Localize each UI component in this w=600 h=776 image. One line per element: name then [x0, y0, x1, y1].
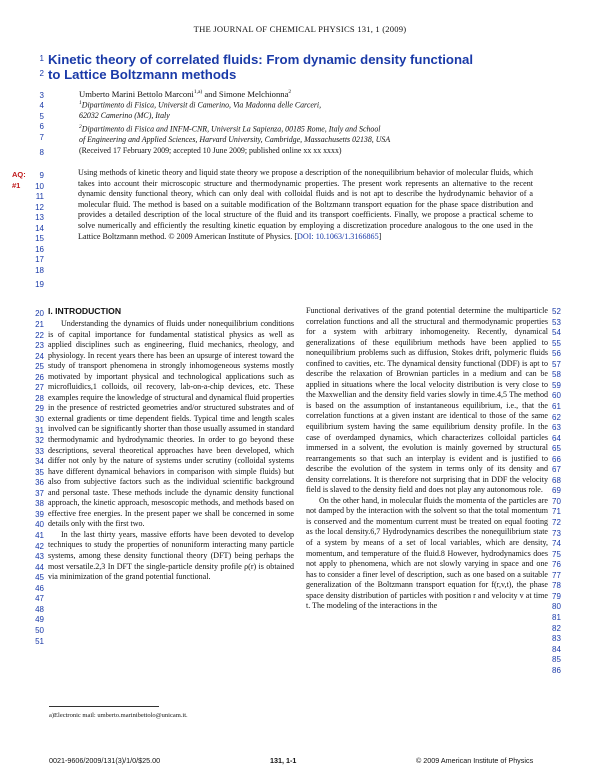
- footnote-rule: [49, 706, 159, 707]
- line-number: 28: [35, 393, 44, 403]
- line-number: 61: [552, 401, 561, 411]
- line-number: 21: [35, 320, 44, 329]
- line-number: 3: [39, 91, 44, 100]
- line-number: 76: [552, 560, 561, 570]
- left-paragraph-1: Understanding the dynamics of fluids under nonequilibrium conditions is of capital importance for fundamental statistical physics as well as applied disciplines such as engineering, fluid mechanics, rheology, and physiology. In recent years there has been an upsurge of interest toward the study of transport phenomena in strongly inhomogeneous systems mostly motivated by important physical and technological applications such as microfluidics,1 colloids, oil recovery, lab-on-a-chip devices, etc. These examples require the knowledge of structural and dynamical fluid properties in the presence of restricted geometries and/or structured substrates and of external gradients or time dependent fields. Typical time and length scales involved can be significantly shorter than those usually assumed in standard thermodynamic and hydrodynamic theories. In order to go beyond these descriptions, several theoretical approaches have been developed, which differ not only by the nature of systems under scrutiny (colloidal systems have different dynamical behaviors in comparison with simple fluids) but also from subjective factors such as the individual scientific background and personal taste. These methods include the dynamic density functional approach, the kinetic approach, mesoscopic methods, and methods based on effective free energies. In the present paper we shall be concerned in some details only with the first two.: [48, 319, 295, 529]
- line-number: 8: [39, 148, 44, 157]
- line-number: 22: [35, 330, 44, 340]
- line-number: 19: [35, 280, 44, 289]
- affiliation-2b: of Engineering and Applied Sciences, Harvard University, Cambridge, Massachusetts 02138, USA: [79, 135, 391, 145]
- footnote: a)Electronic mail: umberto.marinibettolo@unicam.it.: [49, 712, 188, 719]
- line-number: 70: [552, 496, 561, 506]
- line-number: 33: [35, 446, 44, 456]
- right-paragraph-2: On the other hand, in molecular fluids the momenta of the particles are not damped by the interaction with the solvent so that the total momentum is conserved and the momentum current must be treated on equal footing as the local density.6,7 Hydrodynamics describes the nonequilibrium state of a system by means of a set of local variables, which are density, momentum, and temperature of the fluid.8 However, hydrodynamics does not apply to phenomena, which are not slowly varying in space and one has to consider a finer level of description, such as one based on a suitable generalization of the Boltzmann transport equation for f(r,v,t), the phase space density distribution of particles with position r and velocity v at time t. The modeling of the interactions in the: [306, 495, 548, 611]
- line-number: 5: [39, 112, 44, 121]
- line-number: 32: [35, 436, 44, 446]
- line-number: 43: [35, 552, 44, 562]
- line-number: 46: [35, 583, 44, 593]
- line-number: 1: [39, 54, 44, 63]
- line-number: 81: [552, 612, 561, 622]
- line-number: 48: [35, 604, 44, 614]
- line-number: 30: [35, 414, 44, 424]
- line-number: 45: [35, 573, 44, 583]
- line-number: 34: [35, 457, 44, 467]
- line-number: 44: [35, 562, 44, 572]
- affiliation-2a: Dipartimento di Fisica and INFM-CNR, Universit La Sapienza, 00185 Rome, Italy and School: [81, 124, 381, 134]
- line-number: 84: [552, 644, 561, 654]
- line-number: 62: [552, 412, 561, 422]
- line-number: 41: [35, 531, 44, 540]
- author-and: and Simone Melchionna: [202, 88, 289, 99]
- line-number: 25: [35, 362, 44, 372]
- line-number: 63: [552, 423, 561, 433]
- line-number: 9: [39, 171, 44, 180]
- right-column: [306, 306, 548, 612]
- line-number: 53: [552, 317, 561, 327]
- line-number: 59: [552, 380, 561, 390]
- line-number: 49: [35, 615, 44, 625]
- line-number: 77: [552, 570, 561, 580]
- left-paragraph-2: In the last thirty years, massive efforts have been devoted to develop techniques to study the properties of nonuniform interacting many particle systems, among these density functional theory (DFT) being perhaps the most versatile.2,3 In DFT the single-particle density profile ρ(r) is obtained via minimization of the grand potential functional.: [48, 529, 294, 582]
- line-number: 26: [35, 372, 44, 382]
- aq-number: #1: [12, 181, 21, 190]
- line-number: 29: [35, 404, 44, 414]
- title-line-2: to Lattice Boltzmann methods: [48, 67, 237, 82]
- line-number: 79: [552, 591, 561, 601]
- line-number: 18: [35, 266, 44, 275]
- line-number: 67: [552, 465, 561, 475]
- footer-left: 0021-9606/2009/131(3)/1/0/$25.00: [49, 756, 161, 765]
- line-number: 7: [39, 133, 44, 142]
- line-number: 38: [35, 499, 44, 509]
- line-number: 71: [552, 507, 561, 517]
- line-number: 35: [35, 467, 44, 477]
- journal-header: THE JOURNAL OF CHEMICAL PHYSICS 131, 1 (2009): [193, 24, 407, 34]
- line-number: 69: [552, 486, 561, 496]
- line-number: 58: [552, 370, 561, 380]
- line-number: 23: [35, 341, 44, 351]
- line-number: 85: [552, 655, 561, 665]
- line-number: 86: [552, 665, 561, 675]
- line-number: 65: [552, 444, 561, 454]
- line-number: 75: [552, 549, 561, 559]
- line-number: 57: [552, 359, 561, 369]
- line-number: 55: [552, 338, 561, 348]
- line-number: 14: [35, 224, 44, 233]
- abstract-text: Using methods of kinetic theory and liquid state theory we propose a description of the nonequilibrium behavior of molecular fluids, which takes into account their microscopic structure and thermodynamic properties. The present work represents an alternative to the recent dynamic density functional theory, which can only deal with colloidal fluids and is not apt to describe the hydrodynamic behavior of a molecular fluid. The method is based on a suitable modification of the Boltzmann transport equation for the phase space distribution and provides a detailed description of the local structure of the fluid and its transport coefficients. Finally, we propose a practical scheme to solve numerically and efficiently the resulting kinetic equation by employing a discretization procedure analogous to the one used in the Lattice Boltzmann method. © 2009 American Institute of Physics. [: [78, 168, 533, 241]
- line-number: 82: [552, 623, 561, 633]
- line-number: 54: [552, 328, 561, 338]
- doi-link[interactable]: DOI: 10.1063/1.3166865: [297, 231, 379, 241]
- line-number: 78: [552, 581, 561, 591]
- affiliations: $^1$Dipartimento di Fisica, Universit di Camerino, Via Madonna delle Carceri, 62032 Camerino (MC), Italy $^2$Dipartimento di Fisica and INFM-CNR, Universit La Sapienza, 00185 Rome, Italy and School of Engineering and Applied Sciences, Harvard University, Cambridge, Massachusetts 02138, USA: [79, 100, 391, 145]
- aq-label: AQ:: [12, 170, 26, 179]
- footer-right: © 2009 American Institute of Physics: [416, 756, 534, 765]
- line-number: 60: [552, 391, 561, 401]
- line-number: 74: [552, 539, 561, 549]
- line-number: 39: [35, 509, 44, 519]
- line-number: 10: [35, 182, 44, 191]
- line-number: 31: [35, 425, 44, 435]
- abstract-end: ]: [378, 231, 382, 241]
- line-number: 64: [552, 433, 561, 443]
- affiliation-1a: Dipartimento di Fisica, Universit di Camerino, Via Madonna delle Carceri,: [81, 100, 322, 110]
- left-column: [48, 319, 294, 583]
- received-dates: (Received 17 February 2009; accepted 10 June 2009; published online xx xx xxxx): [79, 146, 342, 155]
- line-number: 20: [35, 309, 44, 318]
- line-number: 42: [35, 541, 44, 551]
- line-number: 47: [35, 594, 44, 604]
- line-number: 13: [35, 213, 44, 222]
- author-sup-2: 2: [288, 89, 292, 95]
- line-number: 66: [552, 454, 561, 464]
- abstract: [78, 168, 533, 242]
- line-number: 4: [39, 101, 44, 110]
- line-number: 15: [35, 234, 44, 243]
- line-number: 27: [35, 383, 44, 393]
- right-paragraph-1: Functional derivatives of the grand potential determine the multiparticle correlation functions and all the structural and thermodynamic properties for a system with arbitrary inhomogeneity. Recently, dynamical generalizations of these equilibrium methods have been applied to nonequilibrium problems such as diffusion, Stokes drift, polymeric fluids confined to cavities, etc. The dynamical density functional (DDF) is apt to describe the relaxation of Brownian particles in a medium and can be applied in situations where the local velocity distribution is very close to the Maxwellian and the density field varies slowly in time.4,5 The method is based on the assumption of instantaneous equilibrium, i.e., that the correlation functions at a given instant are identical to those of the same equilibrium system having the same equilibrium density profile. In the case of overdamped dynamics, which characterizes colloidal particles immersed in a solvent, the evolution is mainly governed by structural rearrangements so that such an interplay is evident and is justified to describe the evolution of the system in terms only of its density and density correlations. It is therefore not surprising that in DDF the velocity field is slaved to the density field and does not play any autonomous role.: [306, 306, 548, 495]
- article-title: [48, 52, 568, 82]
- line-number: 72: [552, 518, 561, 527]
- line-number: 40: [35, 520, 44, 530]
- line-number: 50: [35, 625, 44, 635]
- line-number: 51: [35, 636, 44, 646]
- line-number: 73: [552, 528, 561, 538]
- author-sup-1: 1,a): [193, 89, 203, 95]
- line-number: 52: [552, 307, 561, 316]
- line-number: 6: [39, 122, 44, 131]
- line-number: 80: [552, 602, 561, 612]
- line-number: 36: [35, 478, 44, 488]
- author-marconi: Umberto Marini Bettolo Marconi: [79, 88, 194, 99]
- line-number: 16: [35, 245, 44, 254]
- footer-center: 131, 1-1: [270, 756, 297, 765]
- affiliation-1b: 62032 Camerino (MC), Italy: [79, 111, 170, 121]
- line-number: 11: [35, 192, 44, 201]
- line-number: 24: [35, 351, 44, 361]
- line-number: 83: [552, 634, 561, 644]
- line-number: 56: [552, 349, 561, 359]
- line-number: 68: [552, 475, 561, 485]
- line-number: 2: [39, 69, 44, 78]
- title-line-1: Kinetic theory of correlated fluids: From dynamic density functional: [48, 52, 473, 67]
- line-number: 37: [35, 488, 44, 498]
- section-heading: I. INTRODUCTION: [48, 306, 122, 316]
- line-number: 12: [35, 203, 44, 212]
- line-number: 17: [35, 255, 44, 264]
